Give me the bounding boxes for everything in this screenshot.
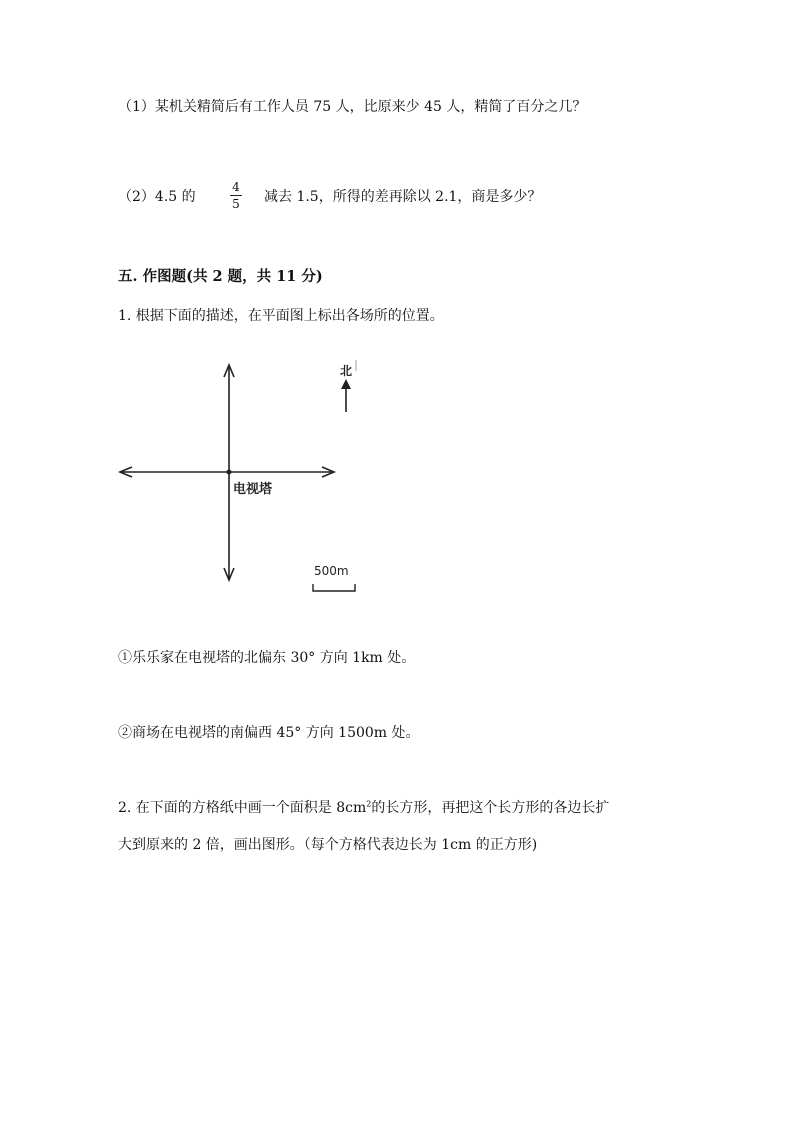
problem-1-item-1: ①乐乐家在电视塔的北偏东 30° 方向 1km 处。 [118, 650, 416, 666]
fraction [230, 180, 242, 211]
tv-tower-label: 电视塔 [233, 482, 273, 497]
superscript-2: 2 [366, 799, 372, 809]
scale-bar [313, 584, 355, 591]
scale-label: 500m [314, 564, 349, 578]
north-label: 北 [340, 364, 353, 378]
problem-2-line-2: 大到原来的 2 倍，画出图形。（每个方格代表边长为 1cm 的正方形) [118, 837, 538, 853]
section-title: 五. 作图题(共 2 题，共 11 分) [118, 268, 323, 285]
question-2-suffix: 减去 1.5，所得的差再除以 2.1，商是多少？ [264, 189, 542, 205]
center-point [227, 470, 232, 475]
problem-2-line-1-prefix: 2. 在下面的方格纸中画一个面积是 8cm [118, 800, 367, 816]
plan-diagram [115, 355, 375, 600]
problem-2-line-1 [118, 797, 609, 817]
problem-1-text: 1. 根据下面的描述，在平面图上标出各场所的位置。 [118, 308, 444, 324]
problem-2-line-1-suffix: 的长方形，再把这个长方形的各边长扩 [371, 800, 610, 816]
fraction-denominator: 5 [232, 197, 240, 211]
problem-1-item-2: ②商场在电视塔的南偏西 45° 方向 1500m 处。 [118, 725, 420, 741]
question-1: （1）某机关精简后有工作人员 75 人，比原来少 45 人，精简了百分之几？ [118, 99, 587, 115]
question-2 [118, 180, 542, 211]
north-arrow-icon [341, 379, 351, 389]
question-2-prefix: （2）4.5 的 [118, 189, 196, 205]
fraction-numerator: 4 [230, 180, 242, 196]
